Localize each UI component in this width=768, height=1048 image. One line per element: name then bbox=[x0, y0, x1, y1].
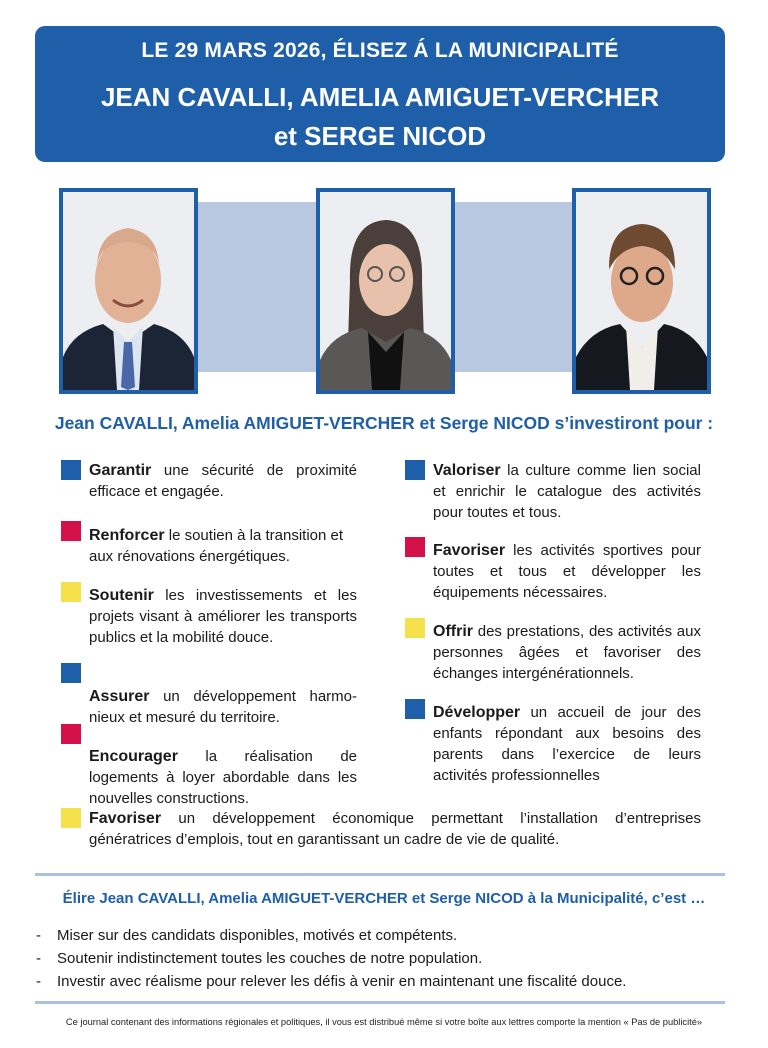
right-item-0-label: Valoriser bbox=[433, 462, 501, 479]
left-item-0-text: une sécurité de proximité efficace et engagée. bbox=[89, 462, 357, 500]
left-item-0-label: Garantir bbox=[89, 462, 152, 479]
right-item-2-label: Offrir bbox=[433, 623, 473, 640]
list-item bbox=[36, 924, 626, 947]
banner-date-line: LE 29 MARS 2026, ÉLISEZ Á LA MUNICIPALITÉ bbox=[141, 39, 619, 62]
bullet-text: Miser sur des candidats disponibles, motivés et compétents. bbox=[57, 927, 458, 944]
banner-candidates-line-2: et SERGE NICOD bbox=[273, 121, 487, 151]
bullet-text: Soutenir indistinctement toutes les couches de notre population. bbox=[57, 950, 483, 967]
left-item-2-label: Soutenir bbox=[89, 587, 154, 604]
left-item-0-marker bbox=[61, 460, 81, 480]
wide-item bbox=[89, 808, 701, 850]
wide-item-marker bbox=[61, 808, 81, 828]
left-item-1-text: le soutien à la transition et aux rénovations énergétiques. bbox=[89, 527, 344, 565]
left-item-3-text: un développement harmo-nieux et mesuré du territoire. bbox=[89, 688, 357, 726]
photo-strip-right bbox=[454, 202, 574, 372]
right-item-3-label: Développer bbox=[433, 704, 521, 721]
right-item-0-text: la culture comme lien social et enrichir le catalogue des activités pour toutes et tous. bbox=[433, 462, 701, 521]
photo-strip-left bbox=[196, 202, 318, 372]
left-item-4-label: Encourager bbox=[89, 748, 178, 765]
right-item-1-marker bbox=[405, 537, 425, 557]
left-item-2-text: les investissements et les projets visant à améliorer les transports publics et la mobilité douce. bbox=[89, 587, 357, 646]
candidate-photo-2 bbox=[316, 188, 455, 394]
right-item-1-text: les activités sportives pour toutes et tous et développer les équipements nécessaires. bbox=[433, 542, 701, 601]
summary-title: Élire Jean CAVALLI, Amelia AMIGUET-VERCHER et Serge NICOD à la Municipalité, c’est … bbox=[62, 890, 706, 907]
divider-top bbox=[35, 873, 725, 876]
commitments-title: Jean CAVALLI, Amelia AMIGUET-VERCHER et Serge NICOD s’investiront pour : bbox=[54, 413, 714, 433]
left-item-4-marker bbox=[61, 724, 81, 744]
header-banner bbox=[35, 26, 725, 162]
divider-bottom bbox=[35, 1001, 725, 1004]
right-item-3 bbox=[433, 702, 701, 786]
left-item-3-marker bbox=[61, 663, 81, 683]
candidate-photo-1 bbox=[59, 188, 198, 394]
left-item-4-text: la réalisation de logements à loyer abordable dans les nouvelles constructions. bbox=[89, 748, 357, 807]
wide-item-label: Favoriser bbox=[89, 810, 162, 827]
list-item bbox=[36, 970, 626, 993]
right-item-3-text: un accueil de jour des enfants répondant aux besoins des parents dans l’exercice de leurs activités professionnelles bbox=[433, 704, 701, 784]
left-item-4 bbox=[89, 746, 357, 809]
bullet-dash: - bbox=[36, 950, 41, 967]
banner-candidates-line: JEAN CAVALLI, AMELIA AMIGUET-VERCHER bbox=[100, 82, 660, 112]
right-item-2-marker bbox=[405, 618, 425, 638]
left-item-0 bbox=[89, 460, 357, 502]
right-item-3-marker bbox=[405, 699, 425, 719]
right-item-2-text: des prestations, des activités aux personnes âgées et favoriser des échanges intergénérationnels. bbox=[433, 623, 701, 682]
right-item-2 bbox=[433, 621, 701, 684]
bullet-dash: - bbox=[36, 927, 41, 944]
summary-list bbox=[36, 924, 626, 993]
left-item-1 bbox=[89, 525, 364, 567]
bullet-dash: - bbox=[36, 973, 41, 990]
left-item-2-marker bbox=[61, 582, 81, 602]
footer-notice: Ce journal contenant des informations régionales et politiques, il vous est distribué même si votre boîte aux lettres comporte la mention « Pas de publicité» bbox=[65, 1017, 703, 1027]
left-item-1-marker bbox=[61, 521, 81, 541]
left-item-3 bbox=[89, 686, 357, 728]
candidate-photo-3 bbox=[572, 188, 711, 394]
left-item-1-label: Renforcer bbox=[89, 527, 165, 544]
right-item-0 bbox=[433, 460, 701, 523]
left-item-2 bbox=[89, 585, 357, 648]
list-item bbox=[36, 947, 626, 970]
bullet-text: Investir avec réalisme pour relever les défis à venir en maintenant une fiscalité douce. bbox=[57, 973, 627, 990]
right-item-1 bbox=[433, 540, 701, 603]
wide-item-text: un développement économique permettant l’installation d’entreprises génératrices d’emplois, tout en garantissant un cadre de vie de qualité. bbox=[89, 810, 701, 848]
right-item-0-marker bbox=[405, 460, 425, 480]
right-item-1-label: Favoriser bbox=[433, 542, 506, 559]
left-item-3-label: Assurer bbox=[89, 688, 150, 705]
